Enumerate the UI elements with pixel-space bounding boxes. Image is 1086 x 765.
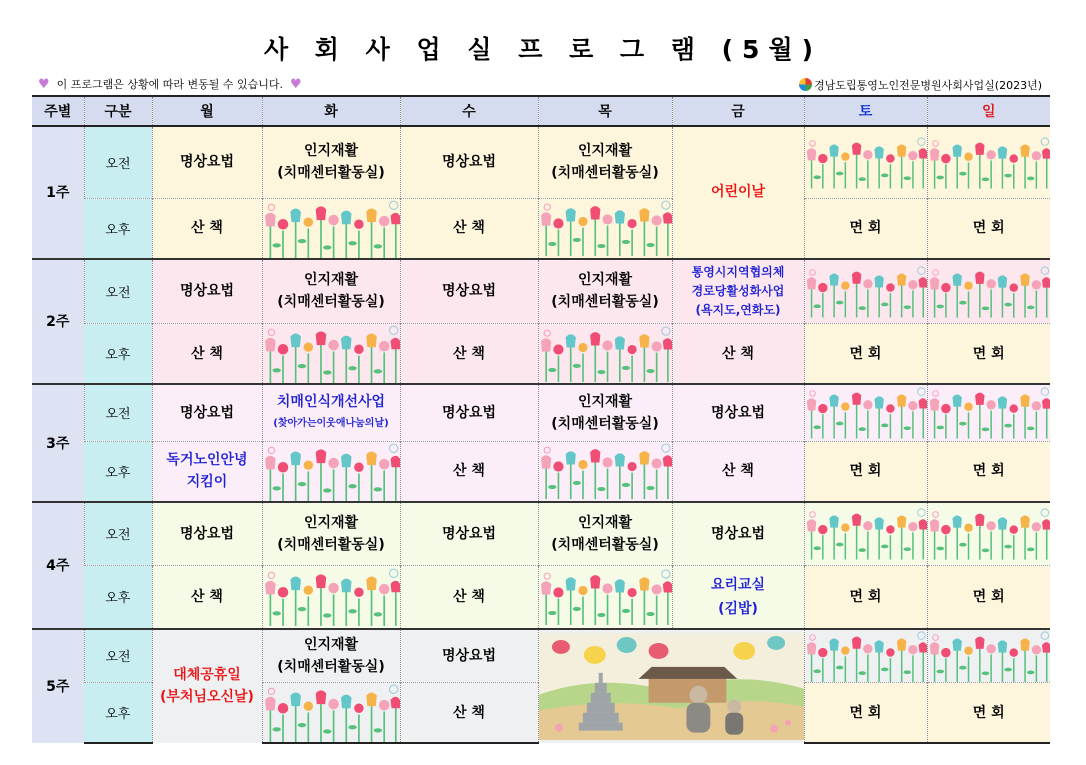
- week1-pm-row: [32, 198, 1050, 259]
- rehab-cell: [538, 126, 672, 198]
- holiday-title: 대체공휴일: [173, 667, 241, 684]
- lonely-elderly-cell: [152, 441, 262, 502]
- period-pm: 오후: [84, 683, 152, 744]
- week-label: 2주: [32, 259, 84, 385]
- week-label: 3주: [32, 384, 84, 502]
- notice: [38, 76, 302, 92]
- dementia-awareness-cell: [262, 384, 400, 441]
- council-place: (욕지도,연화도): [695, 302, 781, 317]
- flower-decoration: [804, 126, 927, 198]
- flower-decoration: [538, 441, 672, 502]
- lonely-subtitle: 지킴이: [186, 474, 228, 490]
- walk-cell: 산 책: [152, 566, 262, 629]
- meditation-cell: 명상요법: [400, 259, 538, 324]
- walk-cell: 산 책: [152, 198, 262, 259]
- visit-cell: 면 회: [804, 566, 927, 629]
- visit-cell: 면 회: [927, 566, 1050, 629]
- week-label: 5주: [32, 629, 84, 744]
- rehab-title: 인지재활: [577, 143, 633, 160]
- col-fri: 금: [672, 96, 804, 126]
- col-wed: 수: [400, 96, 538, 126]
- rehab-title: 인지재활: [577, 514, 633, 531]
- dementia-title: 치매인식개선사업: [276, 393, 386, 410]
- rehab-place: (치매센터활동실): [277, 294, 385, 311]
- col-thu: 목: [538, 96, 672, 126]
- week5-am-row: [32, 629, 1050, 683]
- walk-cell: 산 책: [400, 198, 538, 259]
- flower-decoration: [927, 502, 1050, 566]
- flower-decoration: [804, 502, 927, 566]
- page-title: 사 회 사 업 실 프 로 그 램 (5월): [263, 35, 823, 64]
- rehab-cell: [538, 259, 672, 324]
- rehab-place: (치매센터활동실): [277, 536, 385, 553]
- rehab-title: 인지재활: [577, 272, 633, 289]
- flower-decoration: [804, 629, 927, 683]
- rehab-cell: [262, 259, 400, 324]
- rehab-cell: [262, 629, 400, 683]
- hospital-logo-icon: [799, 78, 812, 91]
- period-pm: 오후: [84, 198, 152, 259]
- walk-cell: 산 책: [672, 441, 804, 502]
- meditation-cell: 명상요법: [400, 502, 538, 566]
- flower-decoration: [262, 324, 400, 385]
- period-pm: 오후: [84, 441, 152, 502]
- rehab-title: 인지재활: [303, 272, 359, 289]
- rehab-place: (치매센터활동실): [551, 536, 659, 553]
- period-am: 오전: [84, 629, 152, 683]
- holiday-cell: [152, 629, 262, 744]
- flower-decoration: [927, 384, 1050, 441]
- rehab-place: (치매센터활동실): [551, 294, 659, 311]
- holiday-subtitle: (부처님오신날): [160, 689, 254, 706]
- meditation-cell: 명상요법: [672, 384, 804, 441]
- week2-am-row: [32, 259, 1050, 324]
- flower-decoration: [262, 683, 400, 744]
- walk-cell: 산 책: [672, 324, 804, 385]
- meditation-cell: 명상요법: [400, 384, 538, 441]
- flower-decoration: [927, 259, 1050, 324]
- heart-icon: ♥: [290, 77, 302, 92]
- council-title: 통영시지역협의체: [691, 264, 785, 279]
- visit-cell: 면 회: [804, 198, 927, 259]
- period-am: 오전: [84, 259, 152, 324]
- flower-decoration: [804, 259, 927, 324]
- dementia-subtitle: (찾아가는이웃애나눔의날): [273, 417, 389, 429]
- lonely-title: 독거노인안녕: [166, 452, 248, 468]
- visit-cell: 면 회: [804, 441, 927, 502]
- notice-text: 이 프로그램은 상황에 따라 변동될 수 있습니다.: [56, 78, 284, 91]
- rehab-cell: [538, 502, 672, 566]
- week-label: 4주: [32, 502, 84, 629]
- walk-cell: 산 책: [400, 441, 538, 502]
- rehab-title: 인지재활: [303, 143, 359, 160]
- flower-decoration: [538, 566, 672, 629]
- week3-am-row: [32, 384, 1050, 441]
- rehab-place: (치매센터활동실): [277, 165, 385, 182]
- period-am: 오전: [84, 126, 152, 198]
- walk-cell: 산 책: [400, 324, 538, 385]
- rehab-title: 인지재활: [303, 636, 359, 653]
- rehab-cell: [262, 126, 400, 198]
- rehab-cell: [262, 502, 400, 566]
- buddha-birthday-illustration: [538, 629, 804, 744]
- meditation-cell: 명상요법: [152, 502, 262, 566]
- rehab-place: (치매센터활동실): [551, 415, 659, 432]
- cooking-class-cell: [672, 566, 804, 629]
- cooking-title: 요리교실: [710, 576, 766, 593]
- schedule-table: [32, 95, 1050, 744]
- visit-cell: 면 회: [804, 683, 927, 744]
- department-label: 경남도립통영노인전문병원사회사업실(2023년): [814, 79, 1042, 92]
- flower-decoration: [538, 324, 672, 385]
- col-tue: 화: [262, 96, 400, 126]
- meditation-cell: 명상요법: [400, 126, 538, 198]
- col-sat: 토: [804, 96, 927, 126]
- week3-pm-row: [32, 441, 1050, 502]
- meditation-cell: 명상요법: [400, 629, 538, 683]
- visit-cell: 면 회: [927, 683, 1050, 744]
- week2-pm-row: [32, 324, 1050, 385]
- col-sun: 일: [927, 96, 1050, 126]
- cooking-menu: (김밥): [718, 600, 758, 617]
- week1-am-row: [32, 126, 1050, 198]
- flower-decoration: [262, 198, 400, 259]
- period-pm: 오후: [84, 324, 152, 385]
- childrens-day-cell: 어린이날: [672, 126, 804, 259]
- visit-cell: 면 회: [927, 324, 1050, 385]
- col-week: 주별: [32, 96, 84, 126]
- department: [799, 77, 1042, 93]
- period-am: 오전: [84, 384, 152, 441]
- meditation-cell: 명상요법: [152, 384, 262, 441]
- walk-cell: 산 책: [400, 683, 538, 744]
- period-am: 오전: [84, 502, 152, 566]
- week-label: 1주: [32, 126, 84, 259]
- heart-icon: ♥: [38, 77, 50, 92]
- flower-decoration: [538, 198, 672, 259]
- flower-decoration: [927, 126, 1050, 198]
- col-period: 구분: [84, 96, 152, 126]
- rehab-title: 인지재활: [303, 514, 359, 531]
- rehab-cell: [538, 384, 672, 441]
- week4-pm-row: [32, 566, 1050, 629]
- meditation-cell: 명상요법: [152, 126, 262, 198]
- flower-decoration: [927, 629, 1050, 683]
- walk-cell: 산 책: [400, 566, 538, 629]
- flower-decoration: [804, 384, 927, 441]
- council-cell: [672, 259, 804, 324]
- visit-cell: 면 회: [927, 441, 1050, 502]
- meditation-cell: 명상요법: [672, 502, 804, 566]
- rehab-place: (치매센터활동실): [551, 165, 659, 182]
- rehab-place: (치매센터활동실): [277, 658, 385, 675]
- meditation-cell: 명상요법: [152, 259, 262, 324]
- walk-cell: 산 책: [152, 324, 262, 385]
- visit-cell: 면 회: [927, 198, 1050, 259]
- period-pm: 오후: [84, 566, 152, 629]
- header-row: [32, 96, 1050, 126]
- visit-cell: 면 회: [804, 324, 927, 385]
- flower-decoration: [262, 566, 400, 629]
- week4-am-row: [32, 502, 1050, 566]
- flower-decoration: [262, 441, 400, 502]
- rehab-title: 인지재활: [577, 393, 633, 410]
- council-subtitle: 경로당활성화사업: [691, 283, 785, 298]
- col-mon: 월: [152, 96, 262, 126]
